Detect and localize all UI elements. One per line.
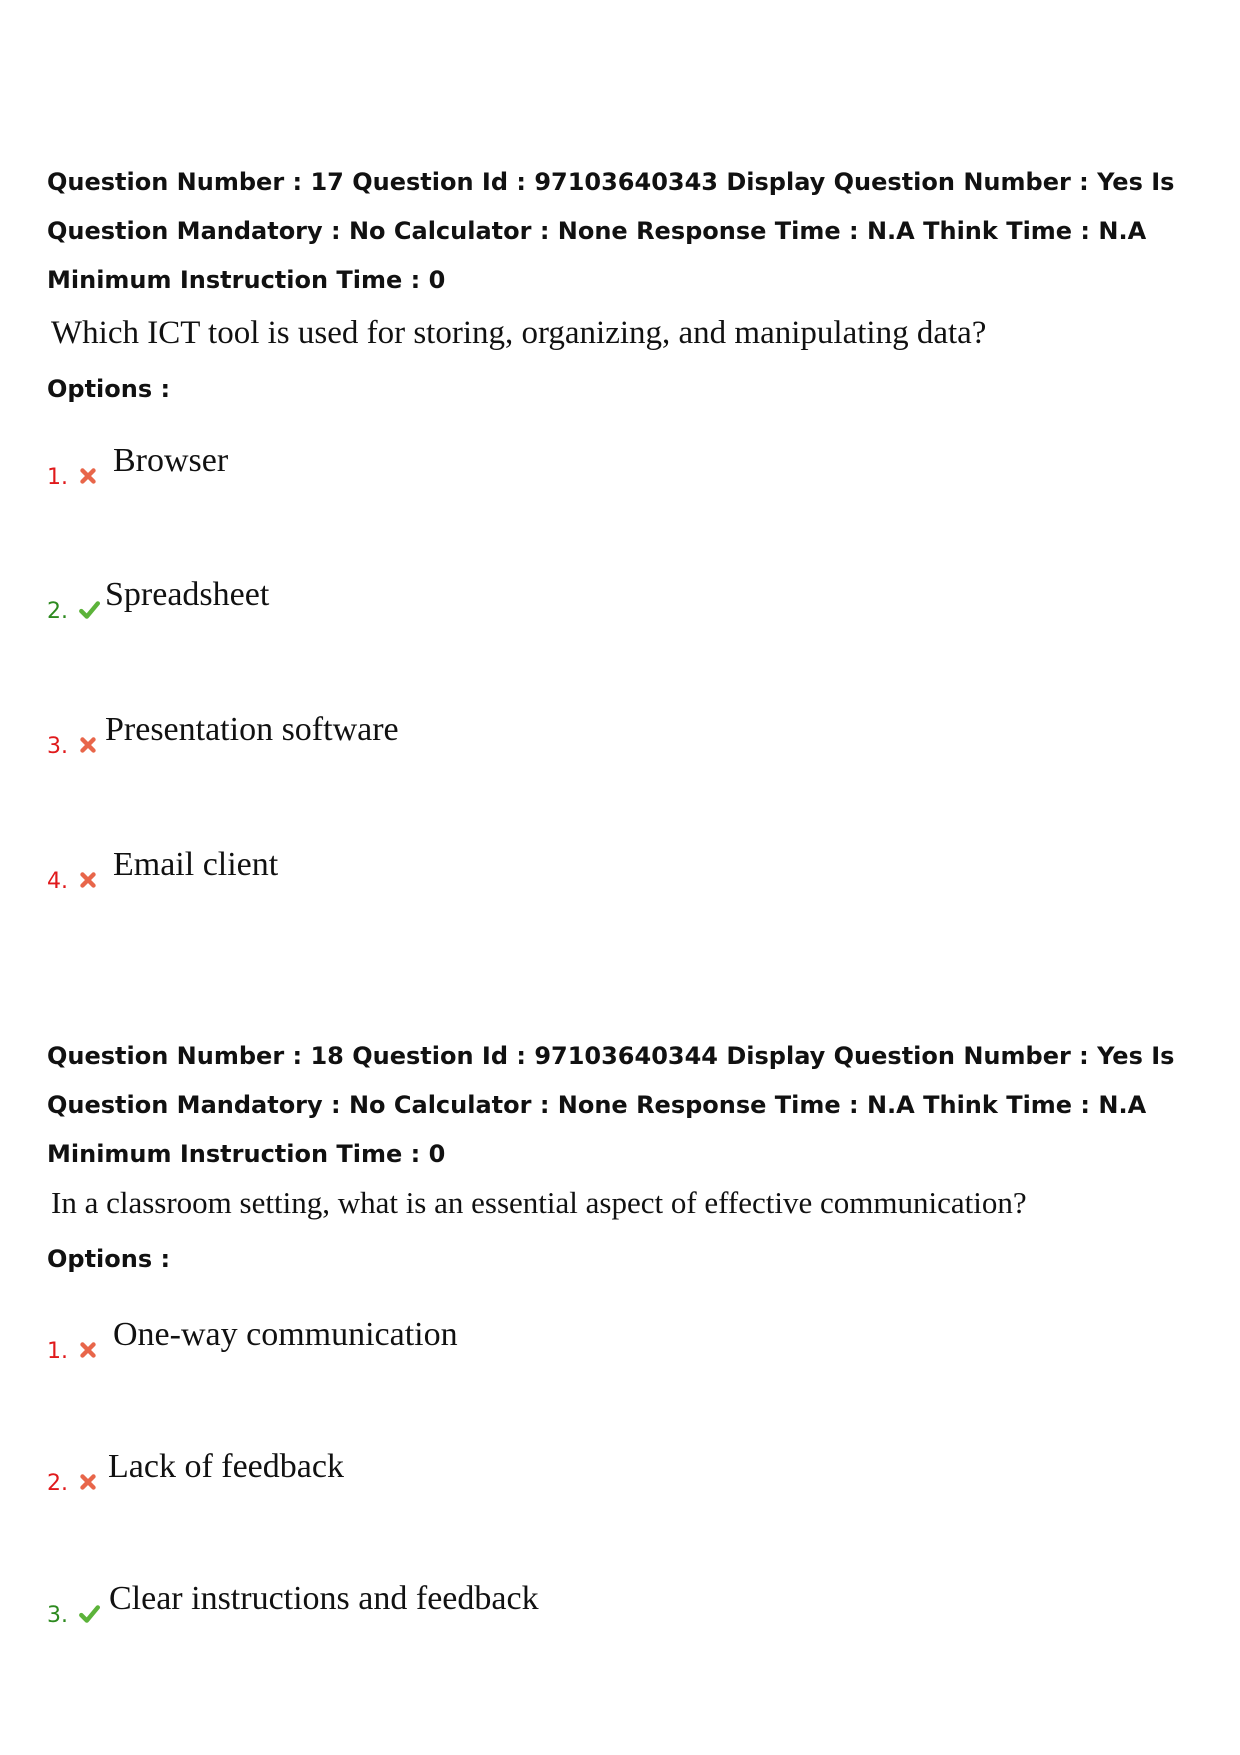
cross-icon (77, 1471, 99, 1493)
check-icon (77, 1603, 101, 1625)
question-block (47, 158, 1217, 969)
option-text: Lack of feedback (108, 1448, 344, 1485)
option-text: Email client (113, 846, 279, 883)
option-text: Clear instructions and feedback (109, 1580, 539, 1617)
option-text: One-way communication (113, 1316, 458, 1353)
option-number: 2. (47, 599, 68, 624)
option-number: 3. (47, 1603, 68, 1628)
option-number: 1. (47, 465, 68, 490)
cross-icon (77, 869, 99, 891)
cross-icon (77, 465, 99, 487)
option-item (47, 710, 947, 770)
question-text: In a classroom setting, what is an essential aspect of effective communication? (51, 1185, 1027, 1220)
option-item (47, 845, 947, 905)
option-item (47, 1447, 947, 1507)
question-meta: Question Number : 17 Question Id : 97103640343 Display Question Number : Yes Is Question Mandatory : No Calculator : None Response Time : N.A Think Time : N.A Minimum Instruction Time : 0 (47, 168, 1175, 294)
option-item (47, 441, 947, 501)
cross-icon (77, 734, 99, 756)
option-number: 4. (47, 869, 68, 894)
options-list (47, 1279, 1217, 1709)
option-item (47, 1315, 947, 1375)
option-number: 2. (47, 1471, 68, 1496)
options-label: Options : (47, 375, 171, 403)
question-block (47, 1032, 1217, 1709)
question-text: Which ICT tool is used for storing, organizing, and manipulating data? (51, 315, 987, 351)
question-meta: Question Number : 18 Question Id : 97103640344 Display Question Number : Yes Is Question Mandatory : No Calculator : None Response Time : N.A Think Time : N.A Minimum Instruction Time : 0 (47, 1042, 1175, 1168)
option-item (47, 1579, 947, 1639)
option-number: 3. (47, 734, 68, 759)
option-text: Spreadsheet (105, 576, 270, 613)
option-text: Presentation software (105, 711, 399, 748)
options-label: Options : (47, 1245, 171, 1273)
cross-icon (77, 1339, 99, 1361)
check-icon (77, 599, 101, 621)
option-item (47, 575, 947, 635)
option-number: 1. (47, 1339, 68, 1364)
options-list (47, 409, 1217, 969)
option-text: Browser (113, 442, 229, 479)
